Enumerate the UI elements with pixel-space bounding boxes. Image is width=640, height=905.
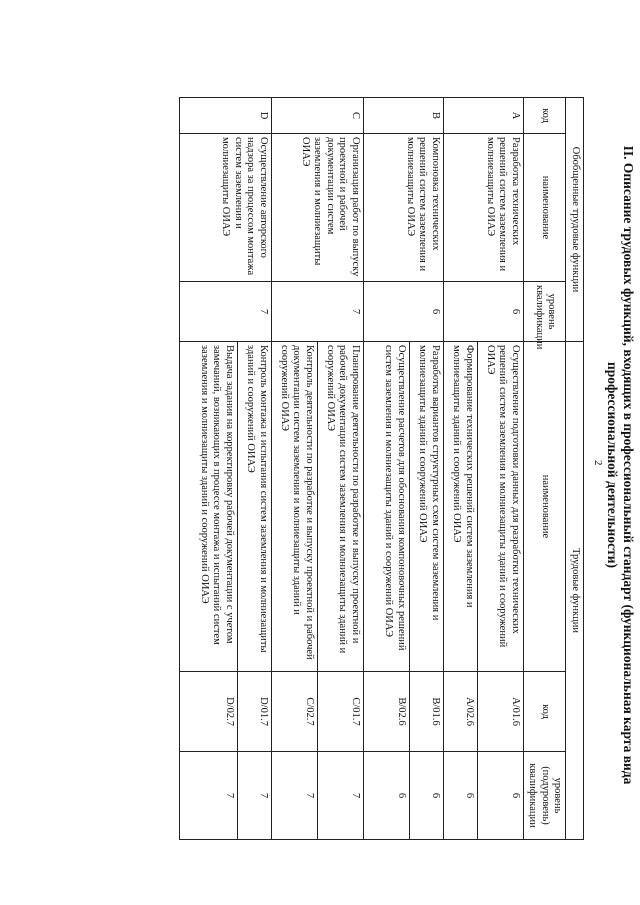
generalized-functions-header: Обобщенные трудовые функции [566,98,584,342]
table-row [238,98,272,840]
function-name-header: наименование [524,342,567,672]
function-name: Выдача задания на корректировку рабочей документации с учетом замечаний, возникающих в процессе монтажа и испытаний систем заземления и молниезащиты зданий и сооружений ОИАЭ [180,342,238,672]
generalized-level: 7 [180,282,272,342]
generalized-code: C [272,98,364,134]
function-name: Разработка вариантов структурных схем систем заземления и молниезащиты зданий и сооружений ОИАЭ [410,342,444,672]
function-level: 7 [238,752,272,840]
generalized-name: Осуществление авторского надзора за процессом монтажа систем заземления и молниезащиты ОИАЭ [180,134,272,282]
function-code: D/02.7 [180,672,238,752]
table-row [318,98,364,840]
level-header: уровень квалификации [524,282,567,342]
generalized-level: 7 [272,282,364,342]
table-row [478,98,524,840]
generalized-level: 6 [364,282,444,342]
code-header: код [524,98,567,134]
generalized-name: Компоновка технических решений систем заземления и молниезащиты ОИАЭ [364,134,444,282]
labor-functions-header: Трудовые функции [566,342,584,840]
page-number: 2 [592,460,604,466]
function-code: A/01.6 [478,672,524,752]
function-name: Осуществление расчетов для обоснования компоновочных решений систем заземления и молниезащиты зданий и сооружений ОИАЭ [364,342,410,672]
function-level: 6 [444,752,478,840]
function-level: 6 [410,752,444,840]
generalized-code: A [444,98,524,134]
generalized-level: 6 [444,282,524,342]
function-code: A/02.6 [444,672,478,752]
function-code: D/01.7 [238,672,272,752]
function-code-header: код [524,672,567,752]
page-title: II. Описание трудовых функций, входящих в профессиональный стандарт (функциональная карта вида профессиональной деятельности) [605,145,636,785]
generalized-name: Разработка технических решений систем заземления и молниезащиты ОИАЭ [444,134,524,282]
function-name: Контроль монтажа и испытания систем заземления и молниезащиты зданий и сооружений ОИАЭ [238,342,272,672]
table-row [410,98,444,840]
function-name: Планирование деятельности по разработке и выпуску проектной и рабочей документации систем заземления и молниезащиты зданий и сооружений ОИАЭ [318,342,364,672]
generalized-code: D [180,98,272,134]
function-level: 6 [364,752,410,840]
function-level: 7 [318,752,364,840]
function-level-header: уровень (подуровень) квалификации [524,752,567,840]
name-header: наименование [524,134,567,282]
function-level: 7 [180,752,238,840]
function-name: Формирование технических решений систем заземления и молниезащиты зданий и сооружений ОИАЭ [444,342,478,672]
functional-map-table [179,97,584,840]
function-name: Контроль деятельности по разработке и выпуску проектной и рабочей документации систем заземления и молниезащиты зданий и сооружений ОИАЭ [272,342,318,672]
function-level: 6 [478,752,524,840]
function-code: B/01.6 [410,672,444,752]
function-code: B/02.6 [364,672,410,752]
function-code: C/02.7 [272,672,318,752]
function-code: C/01.7 [318,672,364,752]
generalized-name: Организация работ по выпуску проектной и рабочей документации систем заземления и молниезащиты ОИАЭ [272,134,364,282]
function-level: 7 [272,752,318,840]
function-name: Осуществление подготовки данных для разработки технических решений систем заземления и молниезащиты зданий и сооружений ОИАЭ [478,342,524,672]
generalized-code: B [364,98,444,134]
rotated-content [0,55,640,895]
